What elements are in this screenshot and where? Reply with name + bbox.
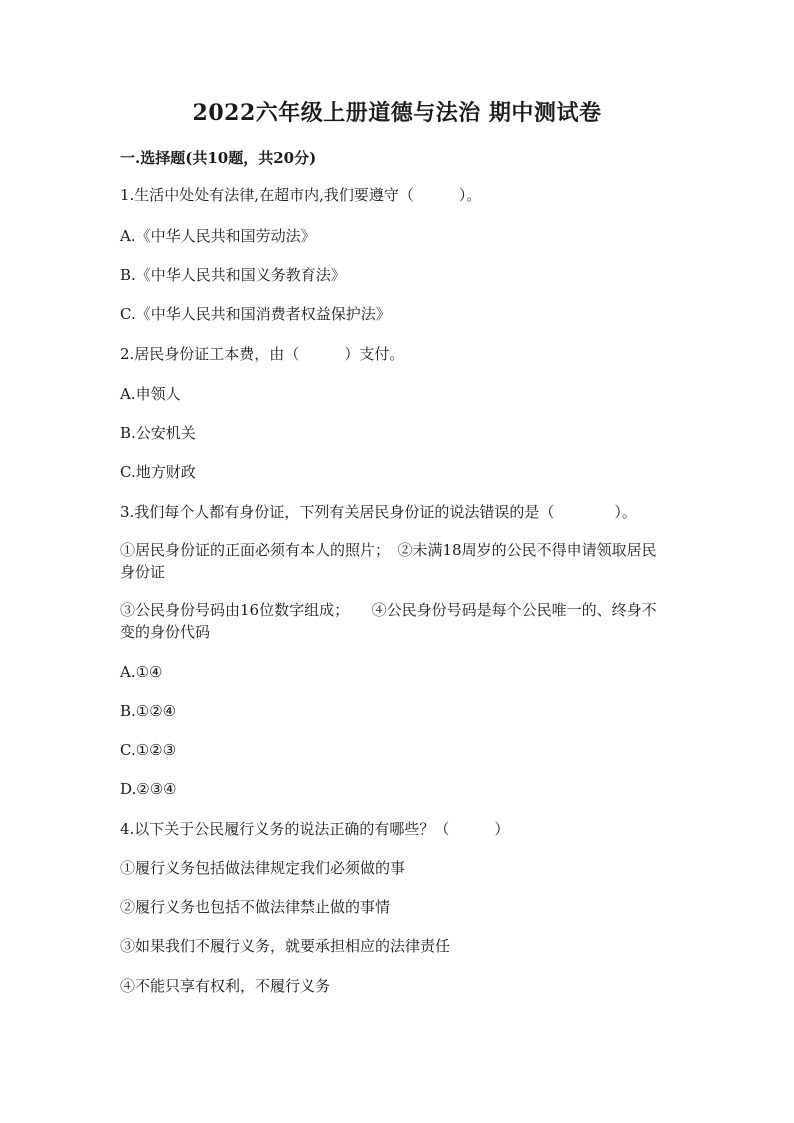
question-3-option-b: B.①②④ [120,702,177,720]
question-3-option-a: A.①④ [120,663,163,681]
question-1-stem: 1.生活中处处有法律,在超市内,我们要遵守（ ）。 [120,186,482,204]
question-3-option-d: D.②③④ [120,780,177,798]
question-4-statement-3: ③如果我们不履行义务，就要承担相应的法律责任 [120,937,451,955]
question-4-stem: 4.以下关于公民履行义务的说法正确的有哪些？（ ） [120,820,510,838]
page-title: 2022六年级上册道德与法治 期中测试卷 [192,100,602,126]
question-2-option-a: A.申领人 [120,385,181,403]
question-4-statement-1: ①履行义务包括做法律规定我们必须做的事 [120,859,406,877]
question-2-option-b: B.公安机关 [120,424,196,442]
question-4-statement-2: ②履行义务也包括不做法律禁止做的事情 [120,898,391,916]
question-3-stem: 3.我们每个人都有身份证，下列有关居民身份证的说法错误的是（ ）。 [120,503,637,521]
question-3-statement-2: ③公民身份号码由16位数字组成； ④公民身份号码是每个公民唯一的、终身不变的身份代码 [120,601,657,641]
question-2-stem: 2.居民身份证工本费，由（ ）支付。 [120,345,405,363]
question-1-option-c: C.《中华人民共和国消费者权益保护法》 [120,305,391,323]
question-3-option-c: C.①②③ [120,741,177,759]
question-4-statement-4: ④不能只享有权利，不履行义务 [120,977,331,995]
question-3-statement-1: ①居民身份证的正面必须有本人的照片； ②未满18周岁的公民不得申请领取居民身份证 [120,541,657,581]
question-1-option-b: B.《中华人民共和国义务教育法》 [120,266,346,284]
section-heading: 一.选择题(共10题，共20分) [120,149,317,167]
question-1-option-a: A.《中华人民共和国劳动法》 [120,227,316,245]
question-2-option-c: C.地方财政 [120,463,196,481]
